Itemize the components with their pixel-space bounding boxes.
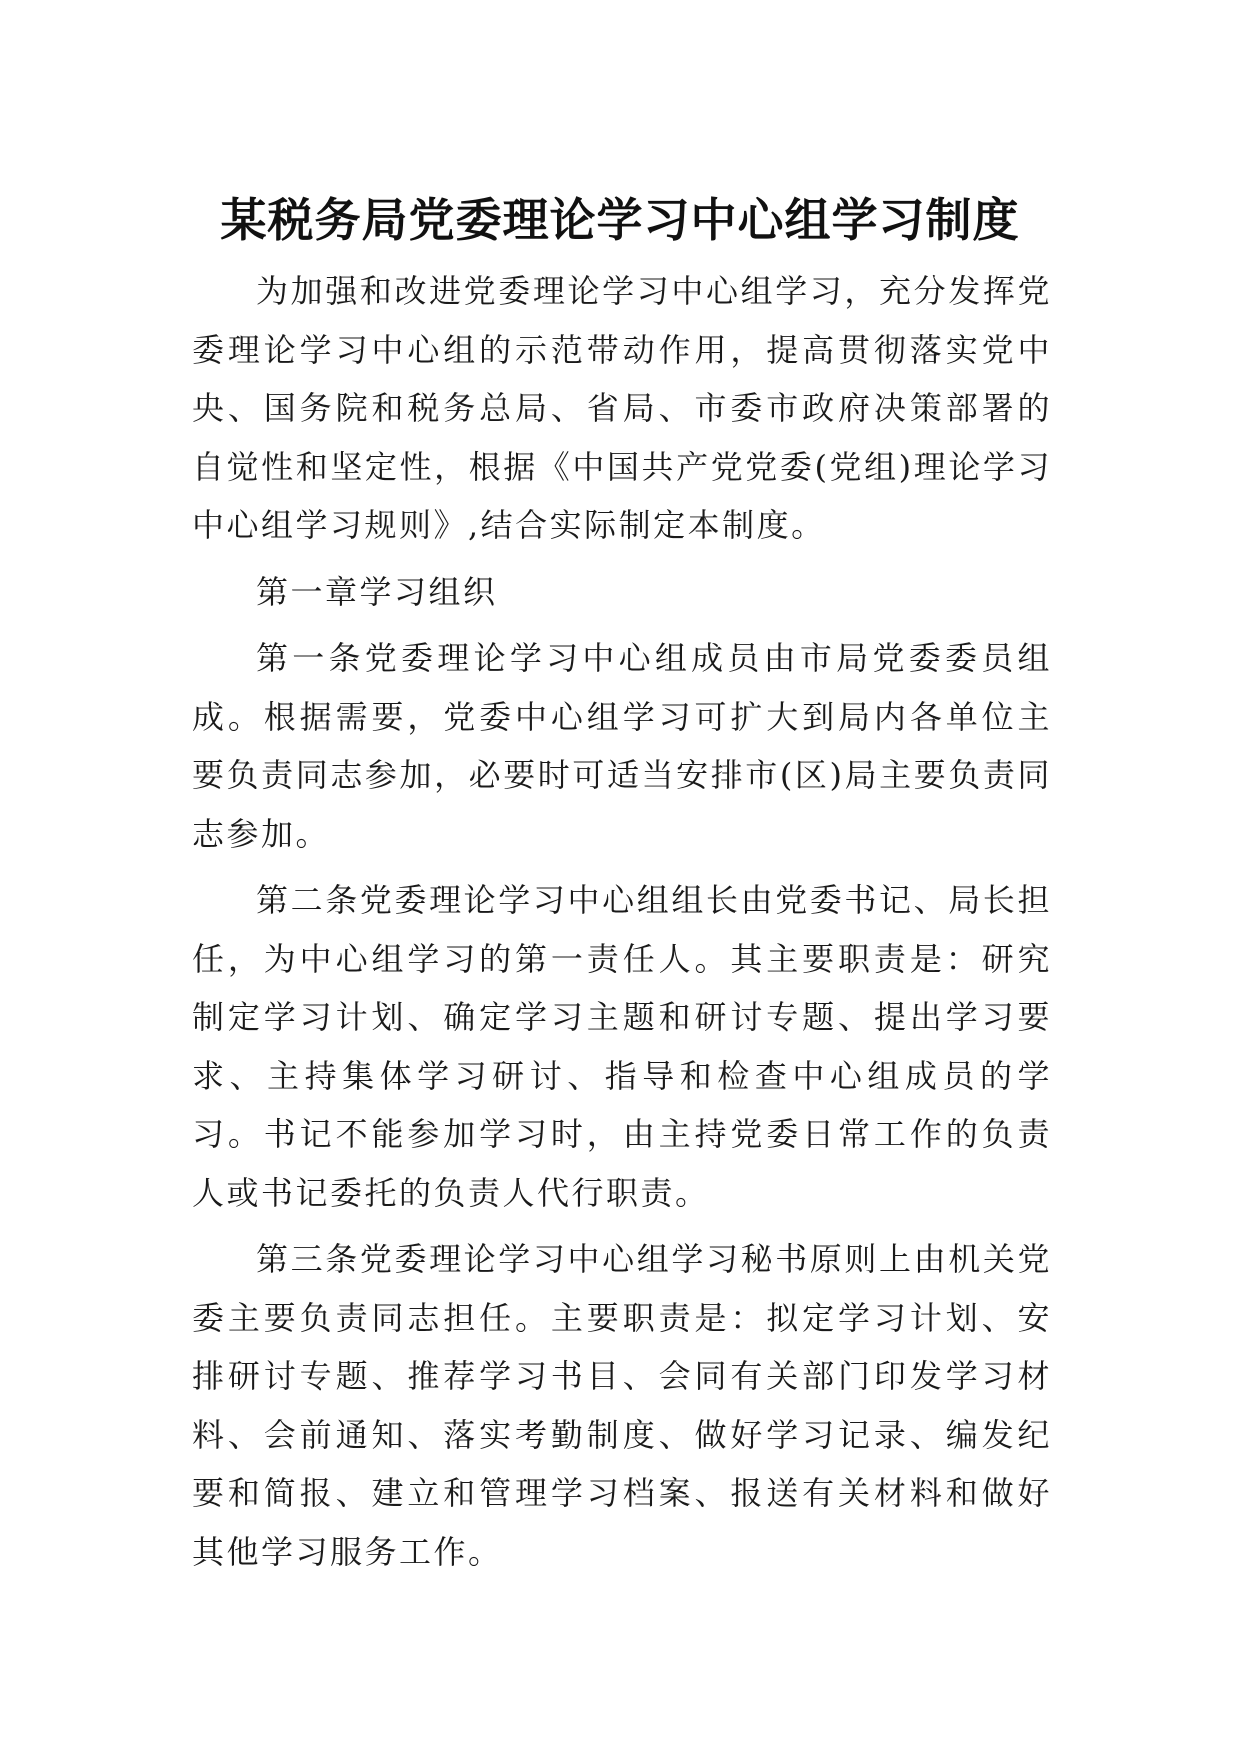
article-3-paragraph: 第三条党委理论学习中心组学习秘书原则上由机关党委主要负责同志担任。主要职责是：拟定学习计划、安排研讨专题、推荐学习书目、会同有关部门印发学习材料、会前通知、落实考勤制度、做好学习记录、编发纪要和简报、建立和管理学习档案、报送有关材料和做好其他学习服务工作。 [192,1240,1052,1571]
article-2-paragraph: 第二条党委理论学习中心组组长由党委书记、局长担任，为中心组学习的第一责任人。其主要职责是：研究制定学习计划、确定学习主题和研讨专题、提出学习要求、主持集体学习研讨、指导和检查中心组成员的学习。书记不能参加学习时，由主持党委日常工作的负责人或书记委托的负责人代行职责。 [192,881,1052,1212]
document-body [192,262,1052,1589]
article-1-paragraph: 第一条党委理论学习中心组成员由市局党委委员组成。根据需要，党委中心组学习可扩大到局内各单位主要负责同志参加，必要时可适当安排市(区)局主要负责同志参加。 [192,639,1052,853]
intro-paragraph: 为加强和改进党委理论学习中心组学习，充分发挥党委理论学习中心组的示范带动作用，提高贯彻落实党中央、国务院和税务总局、省局、市委市政府决策部署的自觉性和坚定性，根据《中国共产党党委(党组)理论学习中心组学习规则》,结合实际制定本制度。 [192,272,1052,544]
document-title: 某税务局党委理论学习中心组学习制度 [220,193,1020,247]
chapter-heading: 第一章学习组织 [256,572,498,611]
